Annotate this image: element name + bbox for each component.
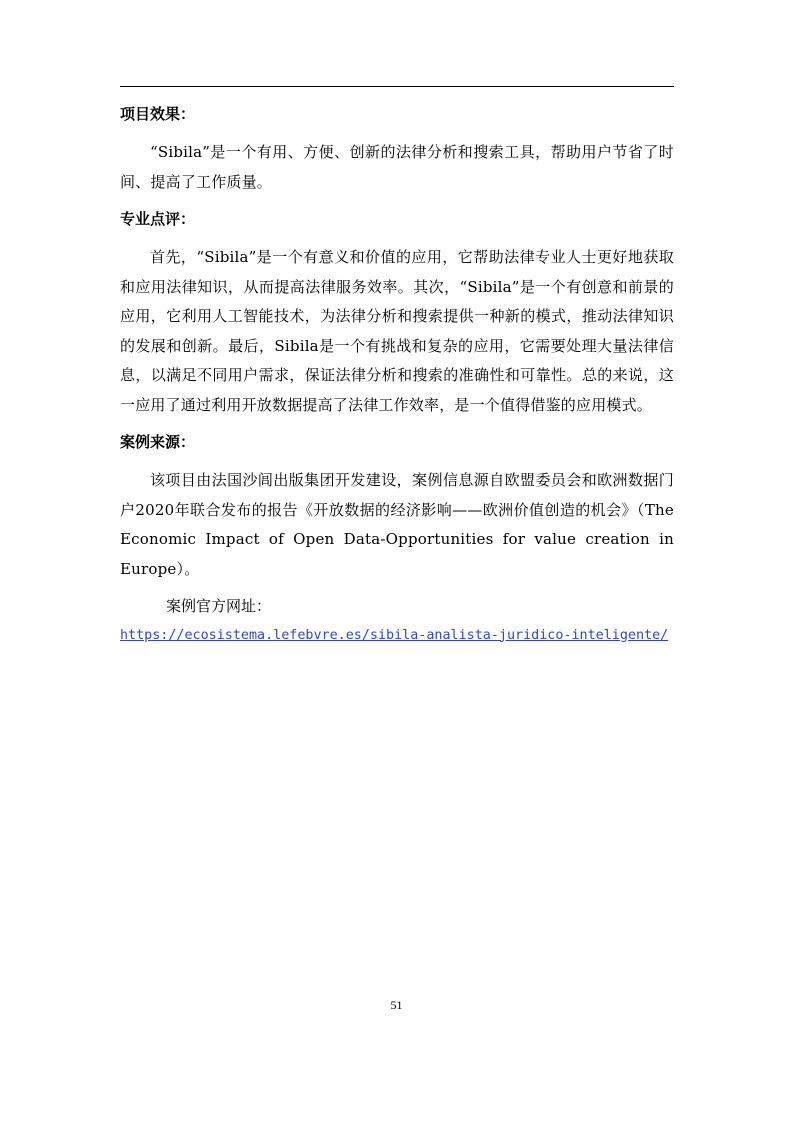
paragraph-effect: “Sibila”是一个有用、方便、创新的法律分析和搜索工具，帮助用户节省了时间、提高了工作质量。 <box>120 143 674 191</box>
official-site-link[interactable]: https://ecosistema.lefebvre.es/sibila-analista-juridico-inteligente/ <box>120 627 669 643</box>
official-site-label: 案例官方网址： <box>166 597 272 615</box>
paragraph-review: 首先，“Sibila”是一个有意义和价值的应用，它帮助法律专业人士更好地获取和应用法律知识，从而提高法律服务效率。其次，“Sibila”是一个有创意和前景的应用，它利用人工智能技术，为法律分析和搜索提供一种新的模式，推动法律知识的发展和创新。最后，Sibila是一个有挑战和复杂的应用，它需要处理大量法律信息，以满足不同用户需求，保证法律分析和搜索的准确性和可靠性。总的来说，这一应用了通过利用开放数据提高了法律工作效率，是一个值得借鉴的应用模式。 <box>120 248 674 414</box>
paragraph-source: 该项目由法国沙闾出版集团开发建设，案例信息源自欧盟委员会和欧洲数据门户2020年联合发布的报告《开放数据的经济影响——欧洲价值创造的机会》（The Economic Impact of Open Data-Opportunities for value creation in Europe）。 <box>120 471 674 578</box>
section-heading-source: 案例来源： <box>120 433 196 451</box>
page-number: 51 <box>390 998 403 1012</box>
section-heading-review: 专业点评： <box>120 210 196 228</box>
document-body <box>120 100 674 648</box>
section-heading-effect: 项目效果： <box>120 105 196 123</box>
header-rule <box>120 86 674 87</box>
